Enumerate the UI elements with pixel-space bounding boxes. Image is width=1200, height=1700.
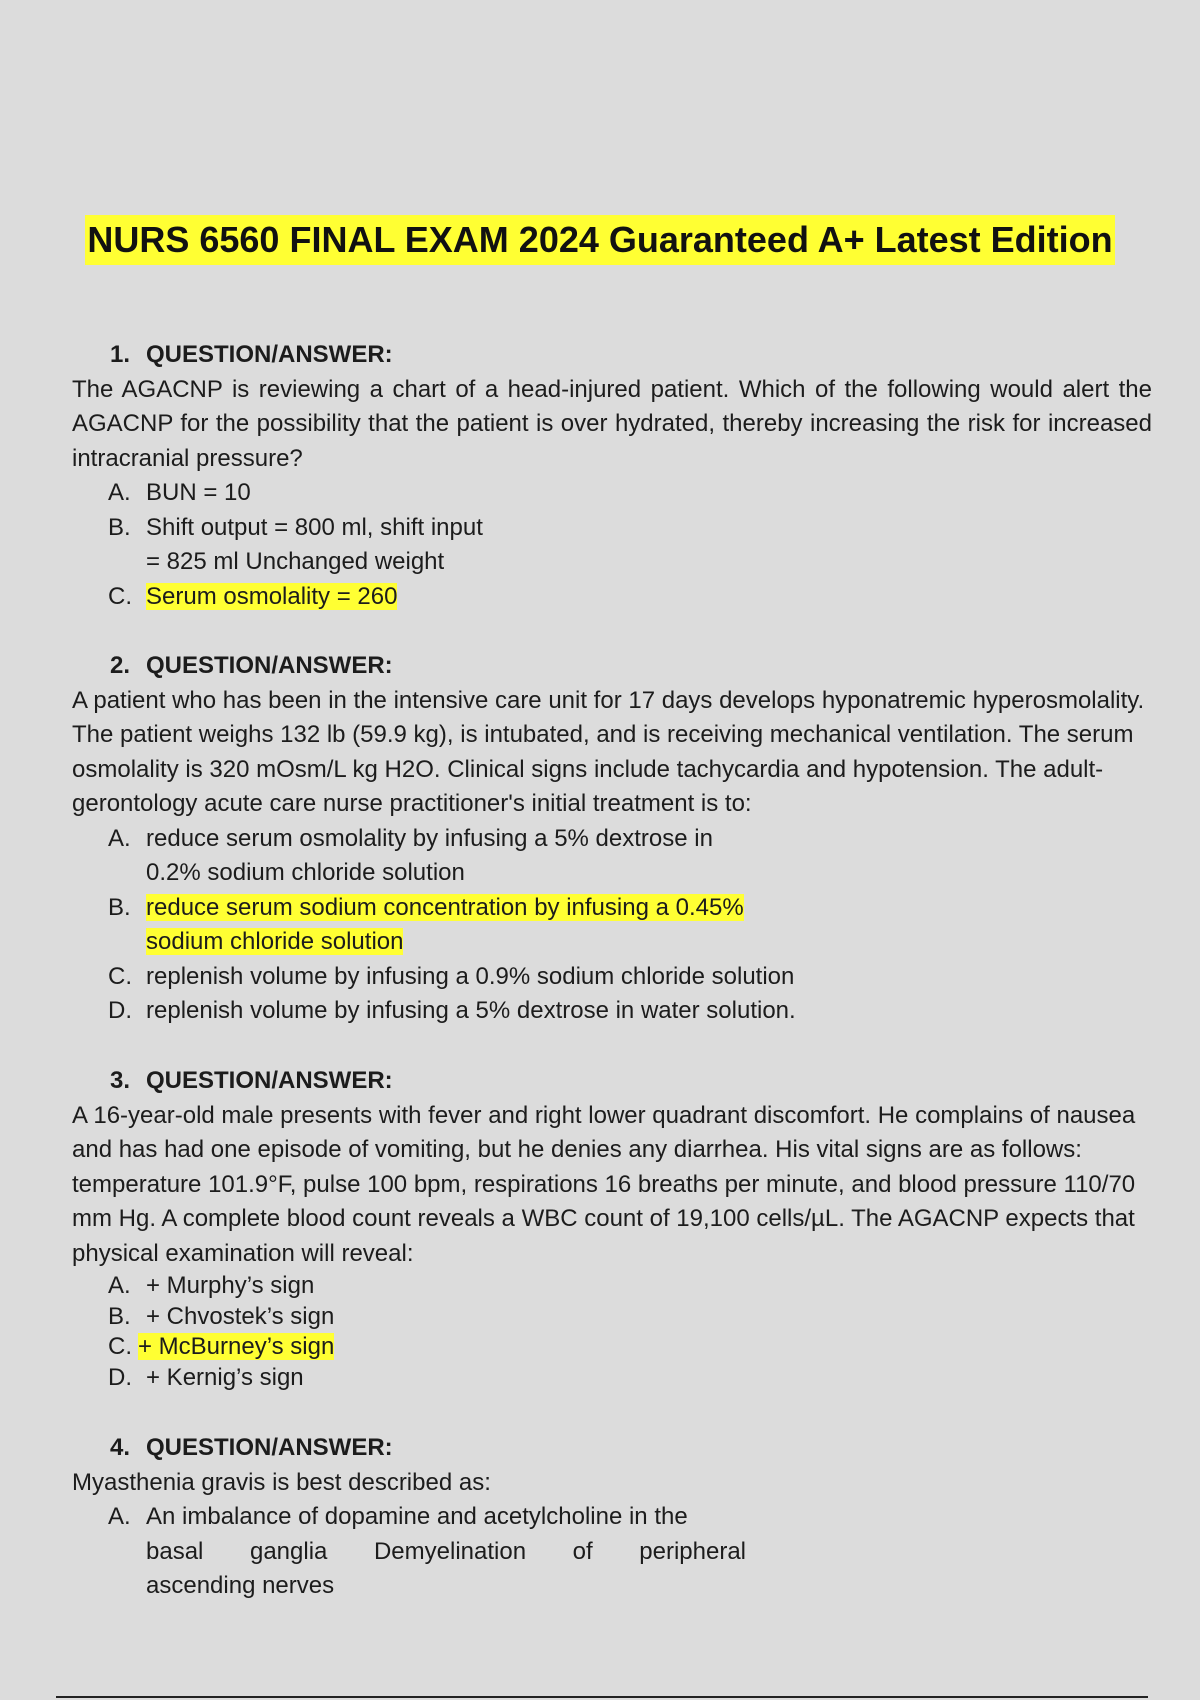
option-letter: D. (108, 1363, 132, 1391)
question-heading-label: QUESTION/ANSWER: (146, 341, 393, 368)
option-letter: A. (108, 824, 131, 852)
option-letter: A. (108, 479, 131, 506)
question-heading (110, 649, 1152, 684)
answer-option-b (72, 1302, 1152, 1333)
correct-answer-highlight-line-2: sodium chloride solution (146, 928, 404, 955)
option-text-line-3: ascending nerves (146, 1572, 335, 1599)
option-text: replenish volume by infusing a 0.9% sodium chloride solution (146, 962, 795, 990)
question-3 (72, 1064, 1152, 1393)
option-text-line-1: An imbalance of dopamine and acetylcholine in the (146, 1503, 688, 1530)
answer-options (72, 822, 1152, 1029)
question-number: 2. (110, 652, 131, 679)
option-letter: C. (108, 962, 132, 990)
question-number: 1. (110, 341, 131, 368)
answer-option-b (72, 511, 1152, 580)
question-heading-label: QUESTION/ANSWER: (146, 652, 393, 679)
question-text: Myasthenia gravis is best described as: (72, 1468, 491, 1496)
question-1 (72, 338, 1152, 614)
answer-option-a (72, 476, 1152, 511)
option-text-line-1: Shift output = 800 ml, shift input (146, 513, 483, 541)
answer-option-c (72, 960, 1152, 995)
option-letter: D. (108, 997, 132, 1024)
question-2 (72, 649, 1152, 1029)
correct-answer-highlight: + McBurney’s sign (138, 1333, 335, 1360)
question-heading (110, 338, 1152, 373)
answer-options (72, 476, 1152, 614)
page-title: NURS 6560 FINAL EXAM 2024 Guaranteed A+ Latest Edition (85, 215, 1114, 265)
option-letter: B. (108, 1302, 131, 1330)
option-text-line-2: basal ganglia Demyelination of peripheral (146, 1537, 746, 1565)
option-letter: C. (108, 1333, 132, 1360)
answer-options (72, 1500, 1152, 1604)
answer-option-d (72, 1363, 1152, 1394)
answer-option-d (72, 994, 1152, 1029)
question-4 (72, 1431, 1152, 1604)
option-text: BUN = 10 (146, 479, 251, 506)
answer-option-c (72, 1332, 1152, 1363)
answer-option-b (72, 891, 1152, 960)
correct-answer-highlight: Serum osmolality = 260 (146, 582, 398, 610)
option-text: replenish volume by infusing a 5% dextrose in water solution. (146, 997, 796, 1024)
question-number: 3. (110, 1067, 131, 1094)
footer-divider (56, 1696, 1148, 1698)
option-text: + Kernig’s sign (146, 1363, 304, 1391)
option-text-line-2: = 825 ml Unchanged weight (146, 548, 445, 575)
option-letter: A. (108, 1503, 131, 1530)
option-text-line-2: 0.2% sodium chloride solution (146, 859, 465, 886)
answer-option-a (72, 1500, 1152, 1604)
option-letter: A. (108, 1272, 131, 1299)
question-text: The AGACNP is reviewing a chart of a head-injured patient. Which of the following would alert the AGACNP for the possibility that the patient is over hydrated, thereby increasing the risk for increased intracranial pressure? (72, 375, 1152, 472)
question-heading-label: QUESTION/ANSWER: (146, 1434, 393, 1461)
question-heading-label: QUESTION/ANSWER: (146, 1067, 393, 1094)
question-heading (110, 1064, 1152, 1099)
correct-answer-highlight-line-1: reduce serum sodium concentration by infusing a 0.45% (146, 893, 744, 921)
answer-option-a (72, 822, 1152, 891)
question-text: A patient who has been in the intensive care unit for 17 days develops hyponatremic hyperosmolality. The patient weighs 132 lb (59.9 kg), is intubated, and is receiving mechanical ventilation. The serum osmolality is 320 mOsm/L kg H2O. Clinical signs include tachycardia and hypotension. The adult-gerontology acute care nurse practitioner's initial treatment is to: (72, 686, 1145, 817)
title-container (0, 215, 1200, 265)
option-letter: B. (108, 893, 131, 921)
answer-option-c (72, 580, 1152, 615)
question-number: 4. (110, 1434, 131, 1461)
option-letter: B. (108, 513, 131, 541)
question-text: A 16-year-old male presents with fever and right lower quadrant discomfort. He complains of nausea and has had one episode of vomiting, but he denies any diarrhea. His vital signs are as follows: temperature 101.9°F, pulse 100 bpm, respirations 16 breaths per minute, and blood pressure 110/70 mm Hg. A complete blood count reveals a WBC count of 19,100 cells/µL. The AGACNP expects that physical examination will reveal: (72, 1101, 1136, 1267)
answer-options (72, 1271, 1152, 1393)
option-letter: C. (108, 582, 132, 610)
option-text: + Chvostek’s sign (146, 1302, 335, 1330)
answer-option-a (72, 1271, 1152, 1302)
option-text: + Murphy’s sign (146, 1272, 315, 1299)
question-heading (110, 1431, 1152, 1466)
option-text-line-1: reduce serum osmolality by infusing a 5% dextrose in (146, 824, 713, 852)
